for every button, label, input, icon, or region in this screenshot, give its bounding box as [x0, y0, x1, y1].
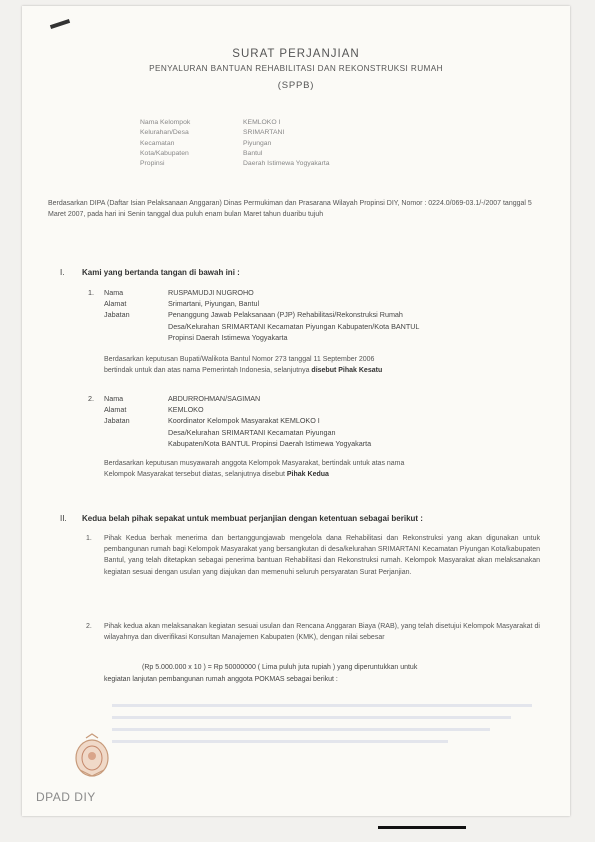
location-row [140, 129, 330, 139]
section-title: Kedua belah pihak sepakat untuk membuat perjanjian dengan ketentuan sebagai berikut : [82, 514, 423, 523]
location-label: Nama Kelompok [140, 119, 191, 126]
field-label: Nama [104, 394, 124, 403]
party-1 [88, 287, 538, 343]
amount-formula: (Rp 5.000.000 x 10 ) = Rp 50000000 ( Lima puluh juta rupiah ) yang diperuntukkan untuk [142, 664, 418, 671]
party-position: Penanggung Jawab Pelaksanaan (PJP) Rehabilitasi/Rekonstruksi Rumah [168, 310, 403, 320]
location-row [140, 160, 330, 170]
basis-line: Berdasarkan keputusan musyawarah anggota Kelompok Masyarakat, bertindak untuk atas nama [104, 460, 405, 467]
agreement-item-1 [86, 533, 540, 578]
party-position-line: Kabupaten/Kota BANTUL Propinsi Daerah Istimewa Yogyakarta [168, 438, 372, 448]
location-value: Daerah Istimewa Yogyakarta [243, 160, 330, 168]
document-abbreviation: (SPPB) [277, 80, 315, 91]
party-address: KEMLOKO [168, 405, 204, 415]
faded-background-text [112, 698, 532, 752]
location-value: Piyungan [243, 139, 272, 147]
party-name: RUSPAMUDJI NUGROHO [168, 288, 254, 297]
archive-watermark: DPAD DIY [36, 790, 96, 804]
emblem-seal-icon [72, 732, 112, 780]
basis-line: Berdasarkan keputusan Bupati/Walikota Bantul Nomor 273 tanggal 11 September 2006 [104, 356, 375, 363]
party-2 [88, 393, 538, 449]
scan-bar-mark [378, 826, 466, 829]
location-row [140, 150, 330, 160]
party-1-basis [104, 354, 534, 376]
pen-mark [50, 19, 70, 29]
item-text: Pihak Kedua berhak menerima dan bertanggungjawab mengelola dana Rehabilitasi dan Rekonstruksi yang akan digunakan untuk pembangunan rumah bagi Kelompok Masyarakat yang bersangkutan di desa/kelurahan SRIMARTANI Kecamatan Piyungan Kota/kabupaten Bantul, yang telah ditetapkan sebagai penerima bantuan Rehabilitasi dan Rekonstruksi rumah. Kelompok Masyarakat akan melaksanakan kegiatan sesuai dengan usulan yang diajukan dan memenuhi seluruh persyaratan Surat Perjanjian. [104, 535, 540, 576]
section-1-heading [60, 268, 240, 277]
party-role: disebut Pihak Kesatu [311, 367, 383, 375]
agreement-item-2 [86, 621, 540, 643]
party-position-line: Propinsi Daerah Istimewa Yogyakarta [168, 332, 288, 342]
party-position-line: Desa/Kelurahan SRIMARTANI Kecamatan Piyungan [168, 427, 336, 437]
location-row [140, 140, 330, 150]
field-label: Alamat [104, 405, 127, 415]
location-value: KEMLOKO I [243, 119, 281, 126]
field-label: Alamat [104, 299, 127, 309]
location-label: Propinsi [140, 160, 165, 168]
basis-line: bertindak untuk dan atas nama Pemerintah Indonesia, selanjutnya [104, 367, 310, 375]
document-title: SURAT PERJANJIAN [232, 48, 360, 60]
item-number: 2. [86, 623, 92, 630]
field-label: Nama [104, 288, 124, 297]
document-subtitle: PENYALURAN BANTUAN REHABILITASI DAN REKONSTRUKSI RUMAH [149, 64, 443, 73]
party-position: Koordinator Kelompok Masyarakat KEMLOKO I [168, 416, 320, 426]
party-number: 2. [88, 394, 94, 403]
location-block [140, 119, 330, 170]
section-number: II. [60, 514, 67, 523]
document-page [22, 6, 570, 816]
party-number: 1. [88, 288, 94, 297]
location-label: Kota/Kabupaten [140, 149, 189, 157]
party-address: Srimartani, Piyungan, Bantul [168, 299, 260, 309]
party-2-basis [104, 458, 534, 480]
location-label: Kelurahan/Desa [140, 129, 189, 137]
party-role: Pihak Kedua [286, 471, 329, 479]
intro-paragraph: Berdasarkan DIPA (Daftar Isian Pelaksanaan Anggaran) Dinas Permukiman dan Prasarana Wilayah Propinsi DIY, Nomor : 0224.0/069-03.1/-/2007 tanggal 5 Maret 2007, pada hari ini Senin tanggal dua puluh enam bulan Maret tahun duaribu tujuh [48, 200, 532, 219]
basis-line: Kelompok Masyarakat tersebut diatas, selanjutnya disebut [104, 471, 285, 479]
party-name: ABDURROHMAN/SAGIMAN [168, 394, 261, 403]
location-value: SRIMARTANI [243, 129, 285, 137]
section-title: Kami yang bertanda tangan di bawah ini : [82, 268, 240, 277]
location-value: Bantul [243, 149, 263, 157]
field-label: Jabatan [104, 416, 130, 426]
item-text: Pihak kedua akan melaksanakan kegiatan sesuai usulan dan Rencana Anggaran Biaya (RAB), yang telah disetujui Kelompok Masyarakat di wilayahnya dan diverifikasi Konsultan Manajemen Kabupaten (KMK), dengan nilai sebesar [104, 623, 540, 642]
party-position-line: Desa/Kelurahan SRIMARTANI Kecamatan Piyungan Kabupaten/Kota BANTUL [168, 321, 420, 331]
location-row [140, 119, 330, 129]
item-number: 1. [86, 535, 92, 542]
section-number: I. [60, 268, 65, 277]
section-2-heading [60, 514, 423, 523]
location-label: Kecamatan [140, 139, 175, 147]
amount-formula-continued: kegiatan lanjutan pembangunan rumah anggota POKMAS sebagai berikut : [104, 676, 338, 683]
field-label: Jabatan [104, 310, 130, 320]
